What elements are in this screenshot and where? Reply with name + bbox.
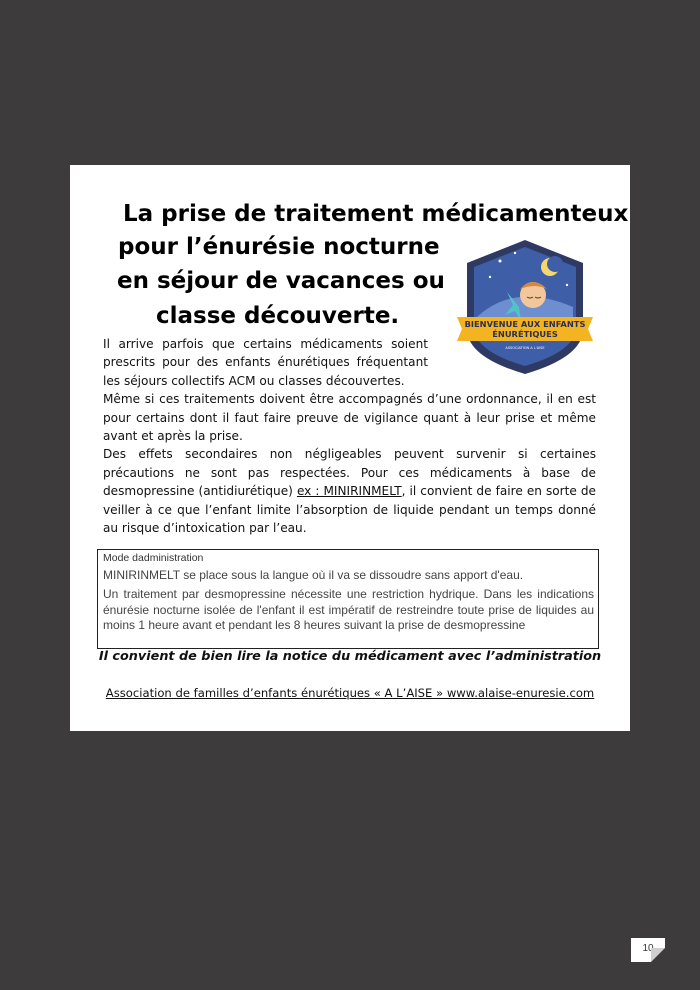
warning-note: Il convient de bien lire la notice du médicament avec l’administration [98, 649, 602, 664]
banner-text-1: BIENVENUE AUX ENFANTS [464, 319, 586, 329]
title-line-4: classe découverte. [156, 303, 400, 329]
paragraph-2: Même si ces traitements doivent être accompagnés d’une ordonnance, il en est pour certains dont il faut faire preuve de vigilance quant à leur prise et même avant et après la prise. [103, 392, 596, 444]
paragraph-3: Des effets secondaires non négligeables peuvent survenir si certaines précautions ne sont pas respectées. Pour ces médicaments à base de desmopressine (antidiurétique) ex : MINIRINMELT, il convient de faire en sorte de veiller à ce que l’enfant limite l’absorption de liquide pendant un temps donné au risque d’intoxication par l’eau. [103, 447, 596, 536]
star-icon [489, 276, 491, 278]
title-line-3: en séjour de vacances ou [117, 268, 445, 294]
page-number: 10 [631, 938, 665, 962]
banner-text-2: ÉNURÉTIQUES [492, 329, 558, 339]
document-card [70, 165, 630, 731]
body-text [103, 335, 596, 537]
star-icon [566, 284, 568, 286]
logo-small-text: ASSOCIATION A L'AISE [505, 346, 545, 350]
star-icon [499, 260, 502, 263]
footer-association: Association de familles d’enfants énurétiques « A L’AISE » www.alaise-enuresie.com [105, 686, 595, 700]
administration-heading: Mode dadministration [103, 552, 204, 564]
page-fold [651, 948, 665, 962]
paragraph-1: Il arrive parfois que certains médicaments soient prescrits pour des enfants énurétiques fréquentant les séjours collectifs ACM ou classes découvertes. [103, 337, 428, 388]
star-icon [514, 252, 516, 254]
title-line-1: La prise de traitement médicamenteux [123, 201, 629, 227]
administration-paragraph: Un traitement par desmopressine nécessite une restriction hydrique. Dans les indications énurésie nocturne isolée de l'enfant il est impératif de restreindre toute prise de liquides au moins 1 heure avant et pendant les 8 heures suivant la prise de desmopressine [103, 587, 594, 632]
title-line-2: pour l’énurésie nocturne [118, 234, 440, 260]
minirinmelt-reference: ex : MINIRINMELT [296, 484, 402, 499]
administration-line: MINIRINMELT se place sous la langue où il va se dissoudre sans apport d'eau. [103, 568, 524, 582]
administration-box [97, 549, 599, 649]
